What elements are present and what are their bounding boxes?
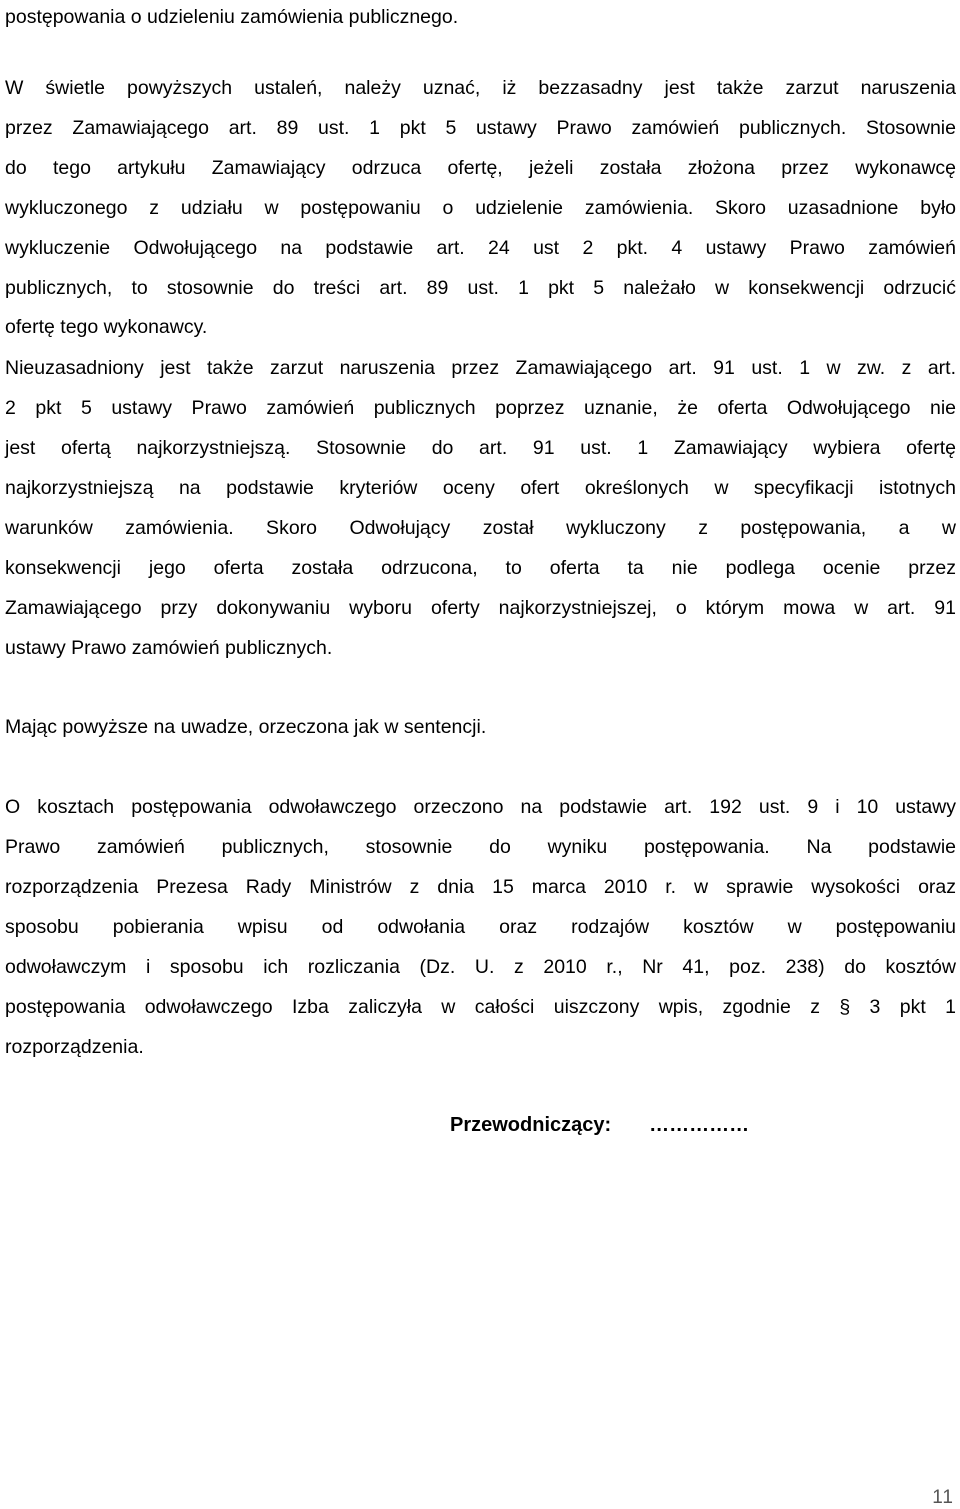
text-line: jest ofertą najkorzystniejszą. Stosownie do art. 91 ust. 1 Zamawiający wybiera ofertę [5, 437, 956, 459]
text-line: do tego artykułu Zamawiający odrzuca ofertę, jeżeli została złożona przez wykonawcę [5, 157, 956, 179]
text-line: postępowania odwoławczego Izba zaliczyła w całości uiszczony wpis, zgodnie z § 3 pkt 1 [5, 996, 956, 1018]
text-line: wykluczonego z udziału w postępowaniu o udzielenie zamówienia. Skoro uzasadnione było [5, 197, 956, 219]
text-line: odwoławczym i sposobu ich rozliczania (Dz. U. z 2010 r., Nr 41, poz. 238) do kosztów [5, 956, 956, 978]
text-line: Nieuzasadniony jest także zarzut naruszenia przez Zamawiającego art. 91 ust. 1 w zw. z art. [5, 357, 956, 379]
text-line: najkorzystniejszą na podstawie kryteriów oceny ofert określonych w specyfikacji istotnych [5, 477, 956, 499]
text-line: postępowania o udzieleniu zamówienia publicznego. [5, 6, 459, 28]
text-line: publicznych, to stosownie do treści art. 89 ust. 1 pkt 5 należało w konsekwencji odrzucić [5, 277, 956, 299]
text-line: ustawy Prawo zamówień publicznych. [5, 637, 333, 659]
text-line: ofertę tego wykonawcy. [5, 316, 208, 338]
text-line: Zamawiającego przy dokonywaniu wyboru oferty najkorzystniejszej, o którym mowa w art. 91 [5, 597, 956, 619]
text-line: W świetle powyższych ustaleń, należy uznać, iż bezzasadny jest także zarzut naruszenia [5, 77, 956, 99]
signature-dots: …………… [649, 1114, 750, 1136]
text-line: 2 pkt 5 ustawy Prawo zamówień publicznych poprzez uznanie, że oferta Odwołującego nie [5, 397, 956, 419]
page-number: 11 [932, 1487, 954, 1508]
text-line: O kosztach postępowania odwoławczego orzeczono na podstawie art. 192 ust. 9 i 10 ustawy [5, 796, 956, 818]
text-line: rozporządzenia. [5, 1036, 144, 1058]
text-line: sposobu pobierania wpisu od odwołania oraz rodzajów kosztów w postępowaniu [5, 916, 956, 938]
text-line: Prawo zamówień publicznych, stosownie do wyniku postępowania. Na podstawie [5, 836, 956, 858]
text-line: rozporządzenia Prezesa Rady Ministrów z dnia 15 marca 2010 r. w sprawie wysokości oraz [5, 876, 956, 898]
text-line: przez Zamawiającego art. 89 ust. 1 pkt 5 ustawy Prawo zamówień publicznych. Stosownie [5, 117, 956, 139]
text-line: warunków zamówienia. Skoro Odwołujący został wykluczony z postępowania, a w [5, 517, 956, 539]
text-line: konsekwencji jego oferta została odrzucona, to oferta ta nie podlega ocenie przez [5, 557, 956, 579]
signature-label: Przewodniczący: [450, 1114, 612, 1136]
signature-block [450, 1112, 749, 1138]
text-line: wykluczenie Odwołującego na podstawie art. 24 ust 2 pkt. 4 ustawy Prawo zamówień [5, 237, 956, 259]
text-line: Mając powyższe na uwadze, orzeczona jak w sentencji. [5, 716, 487, 738]
